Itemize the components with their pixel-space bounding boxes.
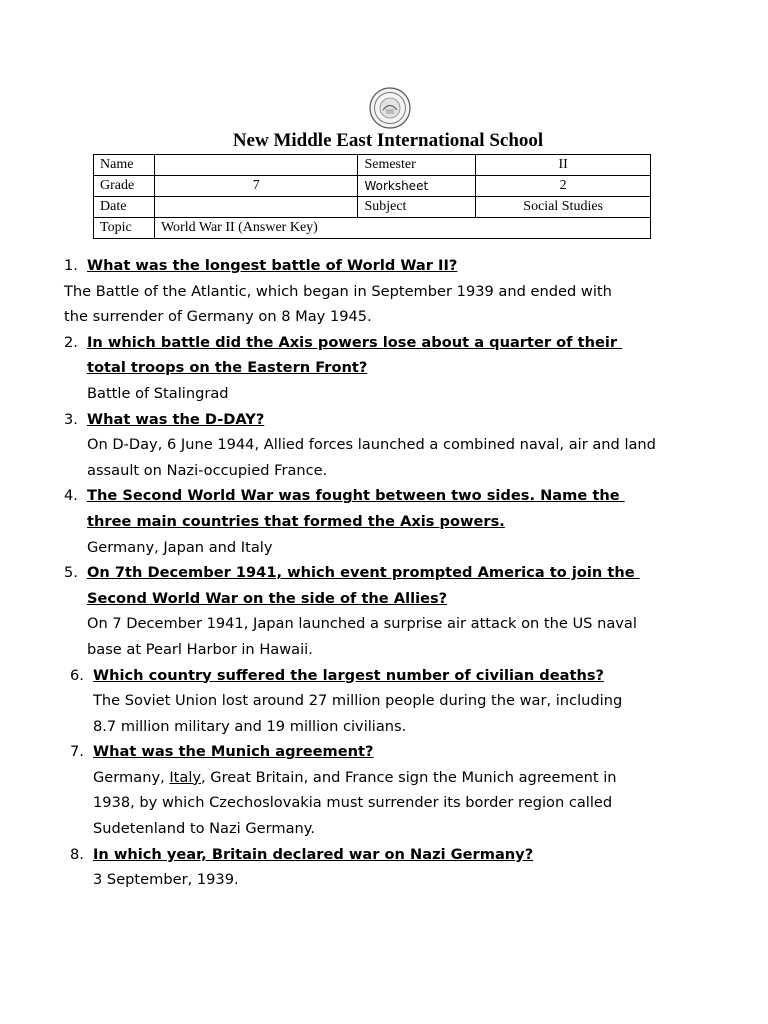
italy-link[interactable]: Italy xyxy=(169,768,202,786)
question-number: 6. xyxy=(70,666,84,684)
semester-value: II xyxy=(476,155,651,176)
question-number: 7. xyxy=(70,743,84,761)
question-text: 3. What was the D-DAY? xyxy=(0,407,768,433)
question-item-1 xyxy=(0,253,768,330)
worksheet-value: 2 xyxy=(476,176,651,197)
question-item-7 xyxy=(0,739,768,841)
answer-text: The Soviet Union lost around 27 million people during the war, including xyxy=(93,692,623,710)
answer-text: Battle of Stalingrad xyxy=(87,384,229,402)
subject-label: Subject xyxy=(358,197,476,218)
question-number: 1. xyxy=(64,257,78,274)
subject-value: Social Studies xyxy=(476,197,651,218)
question-item-2 xyxy=(0,330,768,407)
school-seal-icon xyxy=(369,87,411,129)
grade-label: Grade xyxy=(94,176,155,197)
answer-text: Germany, Japan and Italy xyxy=(87,538,273,556)
question-text: 8. In which year, Britain declared war on Nazi Germany? xyxy=(0,842,768,868)
question-text: 6. Which country suffered the largest number of civilian deaths? xyxy=(0,663,768,689)
topic-label: Topic xyxy=(94,218,155,239)
info-row-date xyxy=(94,197,651,218)
question-text: 2. In which battle did the Axis powers lose about a quarter of their xyxy=(0,330,768,356)
answer-text: Germany, Italy, Great Britain, and France sign the Munich agreement in xyxy=(93,768,617,786)
question-item-5 xyxy=(0,560,768,662)
info-row-topic xyxy=(94,218,651,239)
question-text: 1. What was the longest battle of World War II? xyxy=(0,253,768,279)
topic-value: World War II (Answer Key) xyxy=(154,218,650,239)
question-number: 5. xyxy=(64,564,78,582)
answer-text: 1938, by which Czechoslovakia must surrender its border region called xyxy=(93,794,613,812)
answer-text: The Battle of the Atlantic, which began in September 1939 and ended with xyxy=(64,282,612,300)
answer-text: Sudetenland to Nazi Germany. xyxy=(93,820,315,838)
semester-label: Semester xyxy=(358,155,476,176)
question-list xyxy=(0,253,768,893)
question-text: total troops on the Eastern Front? xyxy=(87,359,368,377)
answer-text: the surrender of Germany on 8 May 1945. xyxy=(64,308,372,326)
info-row-grade xyxy=(94,176,651,197)
answer-text: 8.7 million military and 19 million civilians. xyxy=(93,717,407,735)
question-number: 8. xyxy=(70,845,84,863)
answer-text: assault on Nazi-occupied France. xyxy=(87,461,328,479)
question-text: 5. On 7th December 1941, which event prompted America to join the xyxy=(0,560,768,586)
question-text: Second World War on the side of the Allies? xyxy=(87,589,448,607)
question-number: 3. xyxy=(64,410,78,428)
question-text: 4. The Second World War was fought between two sides. Name the xyxy=(0,483,768,509)
question-item-3 xyxy=(0,407,768,484)
answer-text: On 7 December 1941, Japan launched a surprise air attack on the US naval xyxy=(87,615,637,633)
question-item-8 xyxy=(0,842,768,893)
answer-text: 3 September, 1939. xyxy=(93,871,239,889)
question-number: 2. xyxy=(64,333,78,351)
name-value xyxy=(154,155,357,176)
question-text: three main countries that formed the Axis powers. xyxy=(87,512,505,530)
name-label: Name xyxy=(94,155,155,176)
answer-text: base at Pearl Harbor in Hawaii. xyxy=(87,640,313,658)
worksheet-label: Worksheet xyxy=(358,176,476,197)
date-value xyxy=(154,197,357,218)
answer-text: On D-Day, 6 June 1944, Allied forces launched a combined naval, air and land xyxy=(87,436,656,454)
grade-value: 7 xyxy=(154,176,357,197)
question-item-4 xyxy=(0,483,768,560)
question-number: 4. xyxy=(64,487,78,505)
question-item-6 xyxy=(0,663,768,740)
school-name: New Middle East International School xyxy=(232,130,544,151)
date-label: Date xyxy=(94,197,155,218)
info-row-name xyxy=(94,155,651,176)
question-text: 7. What was the Munich agreement? xyxy=(0,739,768,765)
info-table xyxy=(93,154,651,239)
